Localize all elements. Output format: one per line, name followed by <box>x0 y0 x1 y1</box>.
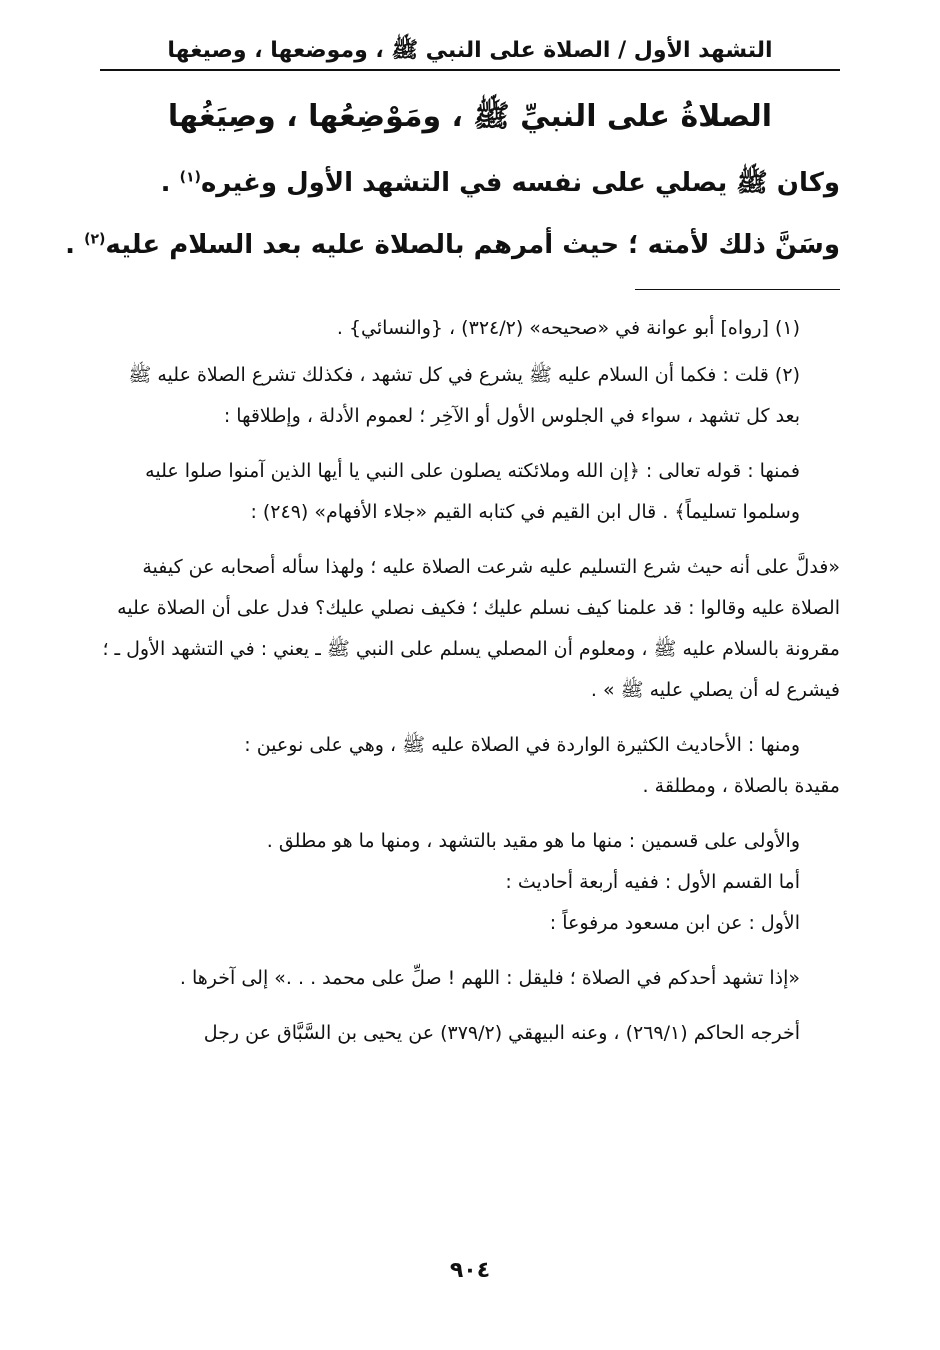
footnotes <box>100 308 840 1054</box>
running-header: التشهد الأول / الصلاة على النبي ﷺ ، وموضعها ، وصيغها <box>167 38 773 63</box>
main-line-2 <box>65 214 840 276</box>
footnote-1: (١) [رواه] أبو عوانة في «صحيحه» (٣٢٤/٢) ، {والنسائي} . <box>336 317 800 339</box>
footnote-2-divisions: والأولى على قسمين : منها ما هو مقيد بالتشهد ، ومنها ما هو مطلق . <box>266 830 800 852</box>
main-line-1-end: . <box>160 168 180 198</box>
footnote-2-intro: (٢) قلت : فكما أن السلام عليه ﷺ يشرع في كل تشهد ، فكذلك تشرع الصلاة عليه ﷺ بعد كل تشهد ، سواء في الجلوس الأول أو الآخِر ؛ لعموم الأدلة ، وإطلاقها : <box>128 364 800 427</box>
footnote-2-quote: «فدلَّ على أنه حيث شرع التسليم عليه شرعت الصلاة عليه ؛ ولهذا سأله أصحابه عن كيفية الصلاة عليه وقالوا : قد علمنا كيف نسلم عليك ؛ فكيف نصلي عليك؟ فدل على أن الصلاة عليه مقرونة بالسلام عليه ﷺ ، ومعلوم أن المصلي يسلم على النبي ﷺ ـ يعني : في التشهد الأول ـ ؛ فيشرع له أن يصلي عليه ﷺ » . <box>102 556 840 701</box>
footnote-2-hadith-text: «إذا تشهد أحدكم في الصلاة ؛ فليقل : اللهم ! صلِّ على محمد . . .» إلى آخرها . <box>179 967 800 989</box>
main-line-1-text: وكان ﷺ يصلي على نفسه في التشهد الأول وغيره <box>200 168 840 198</box>
main-line-2-end: . <box>65 230 85 260</box>
footnote-separator <box>635 289 840 290</box>
footnote-2-first-division: أما القسم الأول : ففيه أربعة أحاديث : <box>505 871 800 893</box>
footnote-2-citation: أخرجه الحاكم (٢٦٩/١) ، وعنه البيهقي (٣٧٩/٢) عن يحيى بن السَّبَّاق عن رجل <box>203 1022 800 1044</box>
main-line-1 <box>100 152 840 214</box>
footnote-2-first-hadith: الأول : عن ابن مسعود مرفوعاً : <box>549 912 800 934</box>
main-text <box>65 152 840 276</box>
main-line-2-text: وسَنَّ ذلك لأمته ؛ حيث أمرهم بالصلاة عليه بعد السلام عليه <box>105 230 840 260</box>
footnote-2-verse: فمنها : قوله تعالى : ﴿إن الله وملائكته يصلون على النبي يا أيها الذين آمنوا صلوا عليه وسلموا تسليماً﴾ . قال ابن القيم في كتابه القيم «جلاء الأفهام» (٢٤٩) : <box>145 460 800 523</box>
chapter-title: الصلاةُ على النبيِّ ﷺ ، ومَوْضِعُها ، وصِيَغُها <box>167 99 773 134</box>
footnote-mark-1: (١) <box>179 169 201 186</box>
footnote-2-hadith-types: ومنها : الأحاديث الكثيرة الواردة في الصلاة عليه ﷺ ، وهي على نوعين : <box>244 734 800 756</box>
footnote-mark-2: (٢) <box>84 231 106 248</box>
header-rule <box>100 69 840 71</box>
page-number: ٩٠٤ <box>449 1258 491 1283</box>
footnote-2-hadith-types-cont: مقيدة بالصلاة ، ومطلقة . <box>642 775 840 797</box>
